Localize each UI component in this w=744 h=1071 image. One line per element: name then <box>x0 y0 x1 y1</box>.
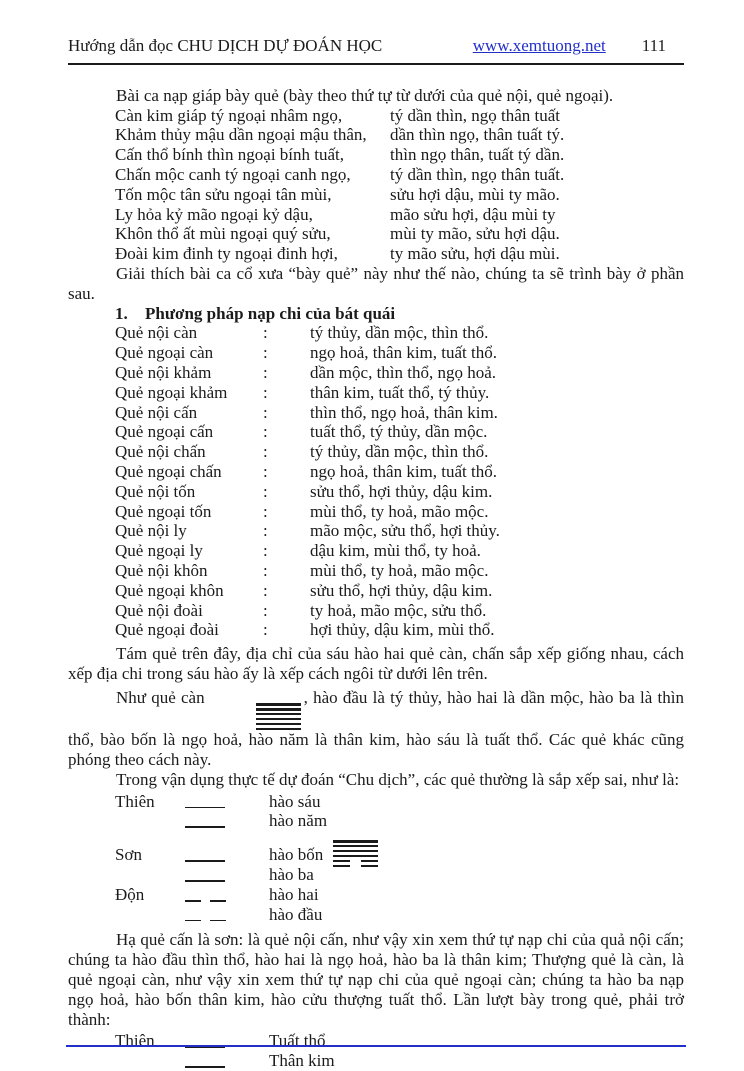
nap-chi-value: ngọ hoả, thân kim, tuất thổ. <box>310 461 497 481</box>
line-segment <box>210 900 226 902</box>
nhu-que-text-after: , hào đầu là tý thủy, hào hai là dần mộc, hào ba là thìn thổ, bào bốn là ngọ hoả, hào năm là thân kim, hào sáu là tuất thổ. Các quẻ khác cũng phóng theo cách này. <box>68 687 684 769</box>
yang-line <box>333 845 378 847</box>
diagram-row <box>115 865 684 885</box>
couplet-left: Khảm thủy mậu dần ngoại mậu thân, <box>115 125 367 145</box>
yang-line <box>256 723 301 725</box>
nap-chi-row <box>115 521 684 541</box>
body-text <box>68 86 684 1071</box>
yang-line <box>256 713 301 715</box>
que-label: Quẻ ngoại khảm <box>115 382 228 402</box>
nap-chi-row <box>115 541 684 561</box>
nap-chi-row <box>115 422 684 442</box>
nap-chi-row <box>115 462 684 482</box>
song-couplet <box>115 244 684 264</box>
intro-paragraph: Bài ca nạp giáp bày quẻ (bày theo thứ tự từ dưới của quẻ nội, quẻ ngoại). <box>116 85 614 105</box>
couplet-left: Cấn thổ bính thìn ngoại bính tuất, <box>115 145 345 165</box>
line-segment <box>333 850 378 852</box>
yao-label: hào bốn <box>269 845 324 865</box>
line-segment <box>333 845 378 847</box>
hexagram-don-slot <box>333 828 378 867</box>
nap-chi-row <box>115 363 684 383</box>
paragraph-trong-van: Trong vận dụng thực tế dự đoán “Chu dịch”, các quẻ thường là sắp xếp sai, như là: <box>116 769 680 789</box>
yao-line-cell <box>185 845 269 865</box>
couplet-right: ty mão sửu, hợi dậu mùi. <box>390 244 560 264</box>
nap-chi-row <box>115 502 684 522</box>
couplet-right: thìn ngọ thân, tuất tý dần. <box>390 145 565 165</box>
line-segment <box>185 880 225 882</box>
song-couplet <box>115 205 684 225</box>
que-label: Quẻ ngoại ly <box>115 541 203 561</box>
yin-line <box>333 860 378 862</box>
nap-chi-row <box>115 383 684 403</box>
yao-label: hào ba <box>269 864 314 884</box>
colon-separator: : <box>263 442 268 462</box>
yao-label: hào đầu <box>269 904 323 924</box>
que-label: Quẻ nội ly <box>115 521 187 541</box>
nap-chi-row <box>115 561 684 581</box>
trigram-name <box>115 1051 185 1071</box>
que-label: Quẻ nội khảm <box>115 362 212 382</box>
couplet-left: Ly hỏa kỷ mão ngoại kỷ dậu, <box>115 204 313 224</box>
couplet-right: tý dần thìn, ngọ thân tuất <box>390 105 560 125</box>
que-label: Quẻ ngoại cấn <box>115 422 214 442</box>
yao-label: Tuất thổ <box>269 1031 326 1051</box>
song-couplet <box>115 106 684 126</box>
nap-chi-row <box>115 482 684 502</box>
paragraph-ha-que: Hạ quẻ cấn là sơn: là quẻ nội cấn, như vậy xin xem thứ tự nạp chi của quả nội cấn; chúng ta hào đầu thìn thổ, hào hai là ngọ hoả, hào ba là thân kim; Thượng quẻ là càn, là quẻ ngoại càn, như vậy xin xem thứ tự nạp chi của quẻ ngoại càn; chúng ta hào ba nạp ngọ hoả, hào bốn thân kim, hào cửu thượng tuất thổ. Lần lượt bày trong quẻ, phải trở thành: <box>68 930 684 1029</box>
yao-label: Thân kim <box>269 1051 335 1071</box>
colon-separator: : <box>263 620 268 640</box>
nap-chi-value: sửu thổ, hợi thủy, dậu kim. <box>310 481 493 501</box>
colon-separator: : <box>263 501 268 521</box>
couplet-right: mùi ty mão, sửu hợi dậu. <box>390 224 560 244</box>
yin-line <box>185 920 226 922</box>
line-segment <box>256 708 301 710</box>
nap-chi-row <box>115 343 684 363</box>
trigram-name: Thiên <box>115 1031 155 1051</box>
yang-line <box>185 860 225 862</box>
yao-label: hào năm <box>269 811 328 831</box>
line-segment <box>361 865 378 867</box>
song-couplet <box>115 125 684 145</box>
nap-chi-row <box>115 442 684 462</box>
nap-chi-value: thìn thổ, ngọ hoả, thân kim. <box>310 402 498 422</box>
que-label: Quẻ ngoại chấn <box>115 461 222 481</box>
yang-line <box>256 703 301 705</box>
que-label: Quẻ ngoại càn <box>115 343 214 363</box>
que-label: Quẻ nội khôn <box>115 560 208 580</box>
nap-chi-value: hợi thủy, dậu kim, mùi thổ. <box>310 620 495 640</box>
nap-chi-list <box>68 323 684 640</box>
que-label: Quẻ nội cấn <box>115 402 198 422</box>
colon-separator: : <box>263 541 268 561</box>
yao-line-cell <box>185 1051 269 1071</box>
nap-chi-row <box>115 581 684 601</box>
hexagram-can <box>256 703 301 730</box>
yao-label: hào sáu <box>269 791 321 811</box>
line-segment <box>256 703 301 705</box>
hexagram-don <box>333 840 378 867</box>
song-couplet <box>115 185 684 205</box>
colon-separator: : <box>263 560 268 580</box>
line-segment <box>256 713 301 715</box>
line-segment <box>256 723 301 725</box>
paragraph-tam-que: Tám quẻ trên đây, địa chỉ của sáu hào hai quẻ càn, chấn sắp xếp giống nhau, cách xếp địa chi trong sáu hào ấy là xếp cách ngôi từ dưới lên trên. <box>68 644 684 683</box>
diagram-row <box>115 792 684 812</box>
line-segment <box>333 860 350 862</box>
after-song-paragraph: Giải thích bài ca cổ xưa “bày quẻ” này như thế nào, chúng ta sẽ trình bày ở phần sau. <box>68 263 684 303</box>
couplet-right: tý dần thìn, ngọ thân tuất. <box>390 164 565 184</box>
nap-giap-song <box>68 106 684 264</box>
colon-separator: : <box>263 521 268 541</box>
couplet-left: Tốn mộc tân sửu ngoại tân mùi, <box>115 184 332 204</box>
song-couplet <box>115 165 684 185</box>
yang-line <box>256 718 301 720</box>
que-label: Quẻ ngoại tốn <box>115 501 212 521</box>
trigram-name: Độn <box>115 884 145 904</box>
que-label: Quẻ nội chấn <box>115 442 206 462</box>
nap-chi-value: tuất thổ, tý thủy, dần mộc. <box>310 422 488 442</box>
yao-line-cell <box>185 792 269 812</box>
nap-chi-value: thân kim, tuất thổ, tý thủy. <box>310 382 490 402</box>
line-segment <box>185 807 225 809</box>
website-link[interactable]: www.xemtuong.net <box>472 36 606 55</box>
line-segment <box>185 1066 225 1068</box>
yao-line-cell <box>185 905 269 925</box>
yang-line <box>185 826 225 828</box>
que-label: Quẻ nội tốn <box>115 481 196 501</box>
yang-line <box>333 850 378 852</box>
couplet-left: Càn kim giáp tý ngoại nhâm ngọ, <box>115 105 343 125</box>
trigram-name: Thiên <box>115 791 155 811</box>
nap-chi-row <box>115 323 684 343</box>
nap-chi-value: tý thủy, dần mộc, thìn thổ. <box>310 442 489 462</box>
colon-separator: : <box>263 323 268 343</box>
couplet-left: Đoài kim đinh ty ngoại đinh hợi, <box>115 244 338 264</box>
colon-separator: : <box>263 362 268 382</box>
page-title: Hướng dẫn đọc CHU DỊCH DỰ ĐOÁN HỌC <box>68 36 383 55</box>
line-segment <box>333 865 350 867</box>
paragraph-nhu-que <box>68 688 684 770</box>
yang-line <box>333 840 378 842</box>
colon-separator: : <box>263 402 268 422</box>
nap-chi-row <box>115 620 684 640</box>
line-segment <box>333 840 378 842</box>
diagram-row <box>115 845 684 865</box>
trigram-name <box>115 811 185 831</box>
line-segment <box>256 718 301 720</box>
inline-hexagram-slot <box>208 691 301 730</box>
trigram-name <box>115 865 185 885</box>
song-couplet <box>115 224 684 244</box>
song-couplet <box>115 145 684 165</box>
yin-line <box>333 865 378 867</box>
nhu-que-text-before: Như quẻ càn <box>116 687 205 707</box>
section-number: 1. <box>115 303 128 323</box>
line-segment <box>361 860 378 862</box>
result-diagram <box>68 1031 684 1071</box>
colon-separator: : <box>263 461 268 481</box>
couplet-left: Khôn thổ ất mùi ngoại quý sửu, <box>115 224 331 244</box>
yang-line <box>185 880 225 882</box>
nap-chi-value: dậu kim, mùi thổ, ty hoả. <box>310 541 481 561</box>
trigram-name <box>115 905 185 925</box>
nap-chi-row <box>115 403 684 423</box>
couplet-right: mão sửu hợi, dậu mùi ty <box>390 204 556 224</box>
yao-line-cell <box>185 1031 269 1051</box>
line-segment <box>185 920 201 922</box>
nap-chi-value: mùi thổ, ty hoả, mão mộc. <box>310 560 489 580</box>
line-segment <box>185 826 225 828</box>
nap-chi-value: tý thủy, dần mộc, thìn thổ. <box>310 323 489 343</box>
nap-chi-row <box>115 601 684 621</box>
couplet-left: Chấn mộc canh tý ngoại canh ngọ, <box>115 164 351 184</box>
colon-separator: : <box>263 422 268 442</box>
diagram-row <box>115 885 684 905</box>
header-right-group <box>473 36 684 56</box>
yao-line-cell <box>185 865 269 885</box>
yang-line <box>333 855 378 857</box>
que-label: Quẻ ngoại đoài <box>115 620 219 640</box>
yang-line <box>256 708 301 710</box>
colon-separator: : <box>263 382 268 402</box>
colon-separator: : <box>263 600 268 620</box>
nap-chi-value: mão mộc, sửu thổ, hợi thủy. <box>310 521 500 541</box>
que-label: Quẻ nội càn <box>115 323 198 343</box>
line-segment <box>333 855 378 857</box>
que-label: Quẻ nội đoài <box>115 600 203 620</box>
page-header <box>68 0 684 56</box>
colon-separator: : <box>263 343 268 363</box>
que-label: Quẻ ngoại khôn <box>115 580 224 600</box>
couplet-right: dần thìn ngọ, thân tuất tý. <box>390 125 565 145</box>
section-heading <box>115 304 684 324</box>
yang-line <box>185 807 225 809</box>
yao-label: hào hai <box>269 884 319 904</box>
nap-chi-value: dần mộc, thìn thổ, ngọ hoả. <box>310 362 497 382</box>
colon-separator: : <box>263 481 268 501</box>
nap-chi-value: ty hoả, mão mộc, sửu thổ. <box>310 600 487 620</box>
hexagram-diagram-wrong <box>68 792 684 925</box>
colon-separator: : <box>263 580 268 600</box>
yin-line <box>185 900 226 902</box>
section-title: Phương pháp nạp chi của bát quái <box>145 303 396 323</box>
nap-chi-value: ngọ hoả, thân kim, tuất thổ. <box>310 343 497 363</box>
header-divider-line <box>68 63 684 65</box>
nap-chi-value: mùi thổ, ty hoả, mão mộc. <box>310 501 489 521</box>
yao-line-cell <box>185 885 269 905</box>
line-segment <box>185 860 225 862</box>
diagram-row <box>115 811 684 831</box>
diagram-row <box>115 905 684 925</box>
diagram-row <box>115 1031 684 1051</box>
yao-line-cell <box>185 811 269 831</box>
line-segment <box>210 920 226 922</box>
line-segment <box>185 900 201 902</box>
yang-line <box>185 1066 225 1068</box>
page-number: 111 <box>641 36 666 55</box>
trigram-name: Sơn <box>115 845 142 865</box>
couplet-right: sửu hợi dậu, mùi ty mão. <box>390 184 560 204</box>
nap-chi-value: sửu thổ, hợi thủy, dậu kim. <box>310 580 493 600</box>
diagram-row <box>115 1051 684 1071</box>
footer-divider-line <box>66 1045 686 1047</box>
